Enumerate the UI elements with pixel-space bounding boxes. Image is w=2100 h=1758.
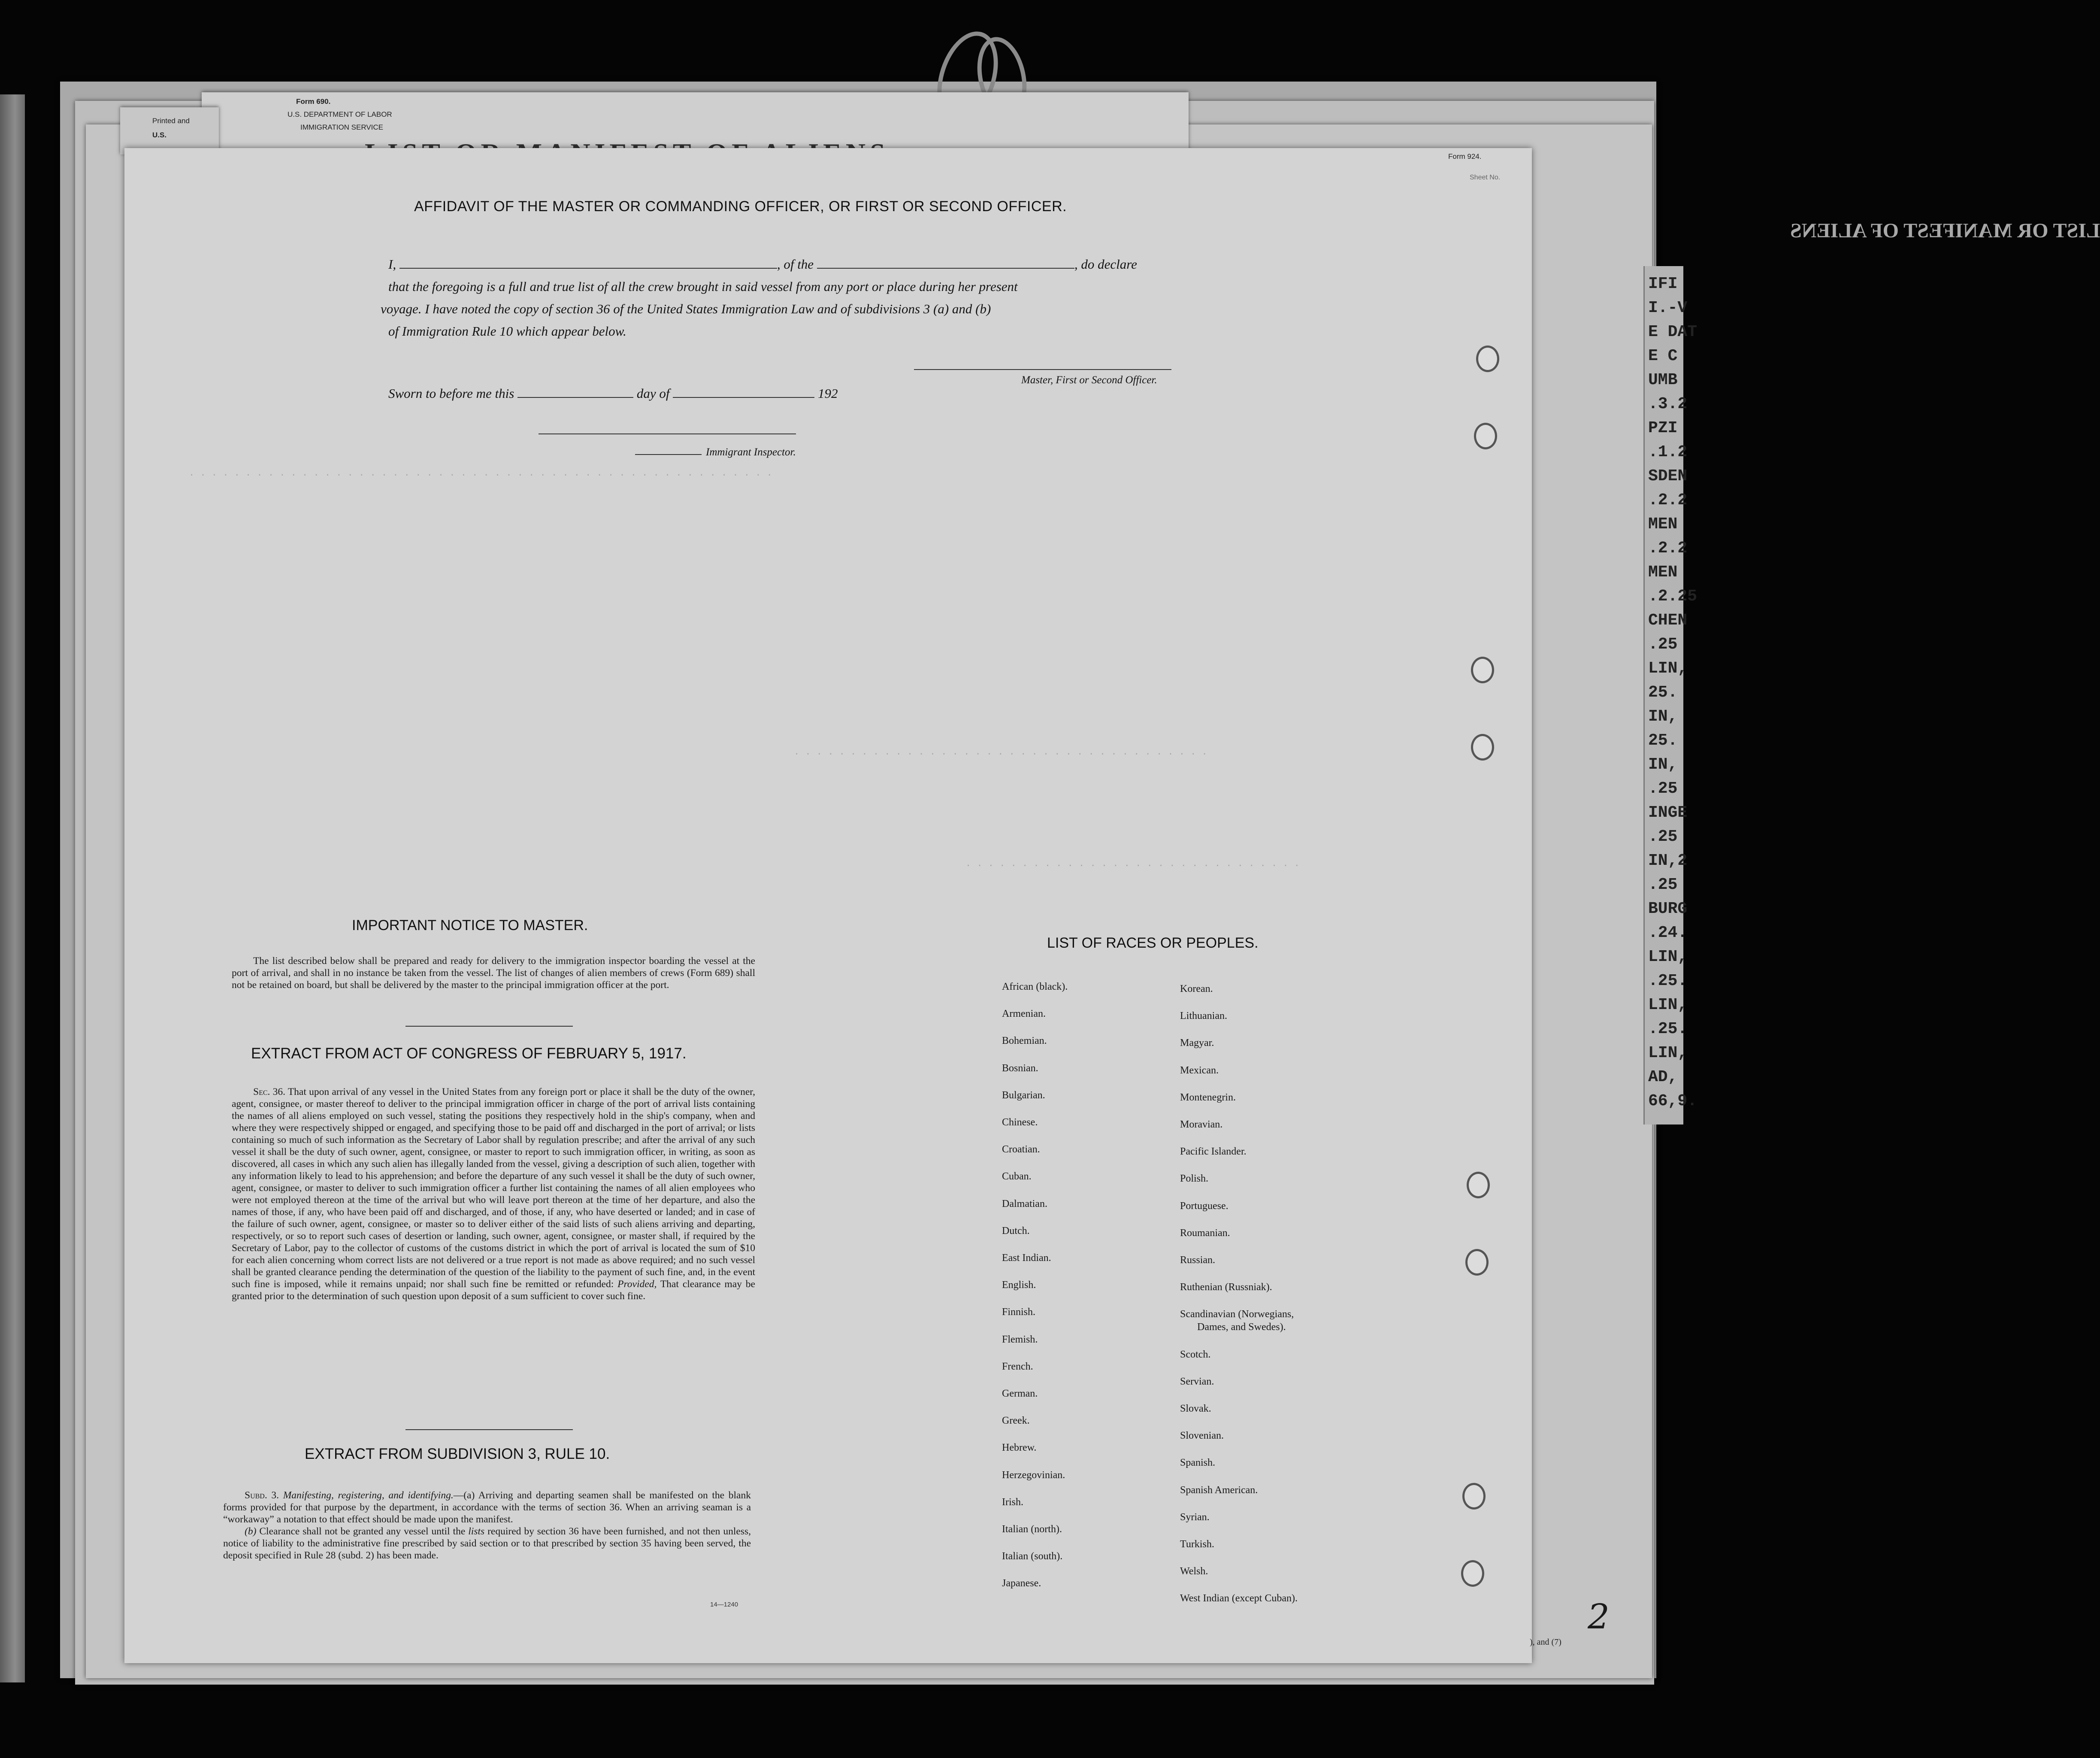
us-fragment: U.S. [152, 131, 167, 139]
right-strip-fragment: LIN, [1648, 659, 1688, 678]
race-item: Chinese. [1002, 1117, 1038, 1128]
sworn-day-blank[interactable] [517, 384, 633, 398]
notice-divider [405, 1026, 573, 1027]
right-strip-fragment: 25. [1648, 731, 1678, 750]
right-strip-fragment: BURG [1648, 900, 1688, 918]
race-item: Roumanian. [1180, 1228, 1230, 1239]
top-form-number: Form 690. [296, 97, 331, 106]
act-text [232, 1086, 755, 1302]
act-body: That upon arrival of any vessel in the United States from any foreign port or place it shall be the duty of the owner, agent, consignee, or master thereof to deliver to the principal immigration officer in charge of the port of arrival lists containing the names of all aliens employed on such vessel, stating the positions they respectively hold in the ship's company, when and where they were respectively shipped or engaged, and specifying those to be paid off and discharged in the port of arrival; or lists containing so much of such information as the Secretary of Labor shall by regulation prescribe; and after the arrival of any such vessel it shall be the duty of such owner, agent, consignee, or master to report to such immigration officer, in writing, as soon as discovered, all cases in which any such alien has illegally landed from the vessel, giving a description of such alien, together with any information likely to lead to his apprehension; and before the departure of any such vessel it shall be the duty of such owner, agent, consignee, or master to deliver to such immigration officer a further list containing the names of all alien employees who were not employed thereon at the time of the arrival but who will leave port thereon at the time of her departure, and also the names of those, if any, who have been paid off and discharged, and of those, if any, who have deserted or landed; and in case of the failure of such owner, agent, consignee, or master so to deliver either of the said lists of such aliens arriving and departing, respectively, or so to report such cases of desertion or landing, such owner, agent, consignee, or master shall, if required by the Secretary of Labor, pay to the collector of customs of the customs district in which the port of arrival is located the sum of $10 for each alien concerning whom correct lists are not delivered or a true report is not made as above required; and no such vessel shall be granted clearance pending the determination of the question of the liability to the payment of such fine, and, in the event such fine is imposed, while it remains unpaid; nor shall such fine be remitted or refunded: [232, 1086, 756, 1290]
right-strip-fragment: .25 [1648, 876, 1678, 894]
right-strip-fragment: .2.2 [1648, 539, 1688, 558]
affidavit-declare: , do declare [1074, 257, 1137, 272]
race-item: Spanish. [1180, 1457, 1216, 1468]
race-item: French. [1002, 1361, 1033, 1372]
act-heading: EXTRACT FROM ACT OF CONGRESS OF FEBRUARY 5, 1917. [251, 1045, 687, 1062]
race-item: Portuguese. [1180, 1200, 1229, 1212]
race-item: Greek. [1002, 1415, 1030, 1426]
top-form-service: IMMIGRATION SERVICE [300, 123, 384, 131]
inspector-label: Immigrant Inspector. [706, 446, 796, 458]
race-item: Lithuanian. [1180, 1010, 1227, 1021]
race-item: Welsh. [1180, 1566, 1208, 1577]
race-item: Bosnian. [1002, 1063, 1038, 1074]
race-item: Dutch. [1002, 1225, 1030, 1237]
right-strip-fragment: E C [1648, 347, 1678, 365]
show-through-row: . . . . . . . . . . . . . . . . . . . . . . . . . . . . . . [965, 858, 1300, 869]
race-item: Cuban. [1002, 1171, 1032, 1182]
rule-para-b-label: (b) [245, 1526, 257, 1537]
right-strip-fragment: .3.2 [1648, 395, 1688, 413]
punch-hole [1461, 1560, 1484, 1587]
race-item: East Indian. [1002, 1252, 1051, 1264]
right-strip-fragment: .25 [1648, 635, 1678, 654]
race-item: Servian. [1180, 1376, 1214, 1387]
rule-subd-label: Subd. 3. [245, 1490, 279, 1501]
signature-line[interactable] [914, 369, 1171, 370]
race-item: Ruthenian (Russniak). [1180, 1282, 1272, 1293]
right-strip-fragment: .24. [1648, 924, 1688, 942]
race-item: West Indian (except Cuban). [1180, 1593, 1298, 1604]
show-through-title: LIST OR MANIFEST OF ALIENS [1790, 219, 2100, 242]
page-number: 2 [1588, 1597, 1610, 1637]
act-section-label: Sec. 36. [253, 1086, 285, 1097]
affidavit-line-4: of Immigration Rule 10 which appear below. [388, 324, 626, 339]
race-item: Korean. [1180, 983, 1213, 994]
race-item: Turkish. [1180, 1539, 1214, 1550]
sworn-month-blank[interactable] [673, 384, 814, 398]
right-strip-fragment: I.-V [1648, 299, 1688, 317]
race-item: Dalmatian. [1002, 1198, 1047, 1209]
race-item: German. [1002, 1388, 1038, 1399]
right-strip-fragment: .2.25 [1648, 587, 1698, 606]
act-provided-label: Provided, [617, 1279, 657, 1290]
race-item: Syrian. [1180, 1512, 1210, 1523]
race-item: Magyar. [1180, 1037, 1214, 1049]
inspector-signature-line[interactable] [539, 433, 796, 434]
right-strip-fragment: UMB [1648, 371, 1678, 389]
affidavit-heading: AFFIDAVIT OF THE MASTER OR COMMANDING OFFICER, OR FIRST OR SECOND OFFICER. [414, 198, 1067, 215]
right-background-page-fragment [1643, 266, 1698, 1125]
race-item: Slovak. [1180, 1403, 1211, 1414]
race-item: Moravian. [1180, 1119, 1223, 1130]
race-item: Polish. [1180, 1173, 1209, 1184]
race-item: Pacific Islander. [1180, 1146, 1247, 1157]
right-strip-fragment: PZI [1648, 419, 1678, 437]
notice-heading: IMPORTANT NOTICE TO MASTER. [352, 917, 588, 934]
race-item: Flemish. [1002, 1334, 1038, 1345]
race-item: Croatian. [1002, 1144, 1040, 1155]
right-strip-fragment: SDEN [1648, 467, 1688, 485]
punch-hole [1467, 1172, 1490, 1198]
edge-text-fragment: ), and (7) [1530, 1637, 1561, 1647]
race-item: Montenegrin. [1180, 1092, 1236, 1103]
sworn-prefix: Sworn to before me this [388, 386, 514, 401]
punch-hole [1476, 346, 1499, 372]
right-strip-fragment: LIN, [1648, 996, 1688, 1014]
right-strip-fragment: IFI [1648, 275, 1678, 293]
race-item: Italian (north). [1002, 1524, 1062, 1535]
race-item: Herzegovinian. [1002, 1470, 1065, 1481]
printed-fragment: Printed and [152, 117, 190, 125]
inspector-short-line [635, 454, 702, 455]
rule-subd-title: Manifesting, registering, and identifying. [283, 1490, 454, 1501]
right-strip-fragment: IN,2 [1648, 852, 1688, 870]
punch-hole [1471, 734, 1494, 761]
right-strip-fragment: AD, [1648, 1068, 1678, 1086]
race-item: African (black). [1002, 981, 1068, 992]
affidavit-body [381, 253, 1225, 343]
race-item: Scotch. [1180, 1349, 1211, 1360]
right-strip-fragment: 66,9. [1648, 1092, 1698, 1110]
top-form-under [120, 107, 219, 155]
affidavit-form-sheet [124, 148, 1532, 1663]
right-strip-fragment: MEN [1648, 515, 1678, 533]
affidavit-line-2: that the foregoing is a full and true list of all the crew brought in said vessel from any port or place during her present [388, 279, 1018, 294]
race-item: Bulgarian. [1002, 1090, 1045, 1101]
affidavit-i: I, [388, 257, 396, 272]
right-strip-fragment: LIN, [1648, 1044, 1688, 1062]
race-item: Finnish. [1002, 1306, 1036, 1318]
right-strip-fragment: .25. [1648, 1020, 1688, 1038]
race-item: Italian (south). [1002, 1551, 1063, 1562]
act-provided-text: That clearance may be granted prior to the determination of such question upon deposit of a sum sufficient to cover such fine. [232, 1279, 755, 1302]
print-code: 14—1240 [710, 1601, 738, 1608]
sworn-year: 192 [817, 386, 838, 401]
race-item: Armenian. [1002, 1008, 1046, 1019]
show-through-row: . . . . . . . . . . . . . . . . . . . . . . . . . . . . . . . . . . . . . [794, 747, 1207, 758]
race-item: Spanish American. [1180, 1485, 1258, 1496]
races-heading: LIST OF RACES OR PEOPLES. [1047, 935, 1259, 951]
race-item: Dames, and Swedes). [1197, 1322, 1286, 1333]
act-divider [405, 1429, 573, 1430]
sheet-number-label: Sheet No. [1470, 174, 1501, 181]
punch-hole [1465, 1249, 1489, 1276]
affidavit-line-3: voyage. I have noted the copy of section 36 of the United States Immigration Law and of subdivisions 3 (a) and (b) [381, 301, 991, 316]
sheet-form-number: Form 924. [1448, 152, 1482, 161]
punch-hole [1471, 657, 1494, 683]
notice-body: The list described below shall be prepared and ready for delivery to the immigration inspector boarding the vessel at the port of arrival, and shall in no instance be taken from the vessel. The list of changes of alien members of crews (Form 689) shall not be retained on board, but shall be delivered by the master to the principal immigration officer at the port. [232, 955, 755, 991]
race-item: Scandinavian (Norwegians, [1180, 1309, 1294, 1320]
right-strip-fragment: 25. [1648, 683, 1678, 702]
race-item: Hebrew. [1002, 1442, 1037, 1453]
sworn-day-of: day of [636, 386, 670, 401]
right-strip-fragment: .25 [1648, 779, 1678, 798]
race-item: English. [1002, 1279, 1036, 1291]
vessel-blank[interactable] [817, 255, 1074, 269]
race-item: Mexican. [1180, 1065, 1219, 1076]
right-strip-fragment: .25. [1648, 972, 1688, 990]
race-item: Russian. [1180, 1255, 1216, 1266]
right-strip-fragment: .2.2 [1648, 491, 1688, 509]
rule-para-a: —(a) Arriving and departing seamen shall be manifested on the blank forms provided for that purpose by the department, in accordance with the terms of section 36. When an arriving seaman is a “workaway” a notation to that effect should be made upon the manifest. [223, 1490, 751, 1525]
punch-hole [1462, 1483, 1486, 1509]
rule-heading: EXTRACT FROM SUBDIVISION 3, RULE 10. [305, 1446, 610, 1462]
right-strip-fragment: .1.2 [1648, 443, 1688, 461]
top-form-department: U.S. DEPARTMENT OF LABOR [287, 110, 392, 118]
right-strip-fragment: MEN [1648, 563, 1678, 582]
right-strip-fragment: .25 [1648, 827, 1678, 846]
affidavit-of-the: , of the [777, 257, 814, 272]
rule-text [223, 1489, 751, 1561]
race-item: Japanese. [1002, 1578, 1041, 1589]
race-item: Bohemian. [1002, 1035, 1047, 1046]
right-strip-fragment: INGE [1648, 803, 1688, 822]
right-strip-fragment: E DAT [1648, 323, 1698, 341]
left-background-page-edge [0, 94, 25, 1682]
race-item: Irish. [1002, 1497, 1023, 1508]
punch-hole [1474, 423, 1497, 449]
show-through-row: . . . . . . . . . . . . . . . . . . . . . . . . . . . . . . . . . . . . . . . . . . . . . . . . . . . . [189, 468, 772, 479]
signature-label: Master, First or Second Officer. [1021, 374, 1157, 386]
right-strip-fragment: CHEN [1648, 611, 1688, 630]
right-strip-fragment: LIN, [1648, 948, 1688, 966]
right-strip-fragment: IN, [1648, 707, 1678, 726]
sworn-line [388, 384, 838, 401]
rule-para-b-start: Clearance shall not be granted any vessel until the [259, 1526, 466, 1537]
affidavit-line-1 [388, 253, 1225, 276]
rule-para-b-rest: required by section 36 have been furnished, and not then unless, notice of liability to the administrative fine prescribed by said section or to that prescribed by section 35 having been served, the deposit specified in Rule 28 (subd. 2) has been made. [223, 1526, 751, 1561]
race-item: Slovenian. [1180, 1430, 1224, 1441]
notice-text [232, 955, 755, 991]
right-strip-fragment: IN, [1648, 755, 1678, 774]
rule-para-b-lists: lists [468, 1526, 485, 1537]
name-blank[interactable] [399, 255, 777, 269]
